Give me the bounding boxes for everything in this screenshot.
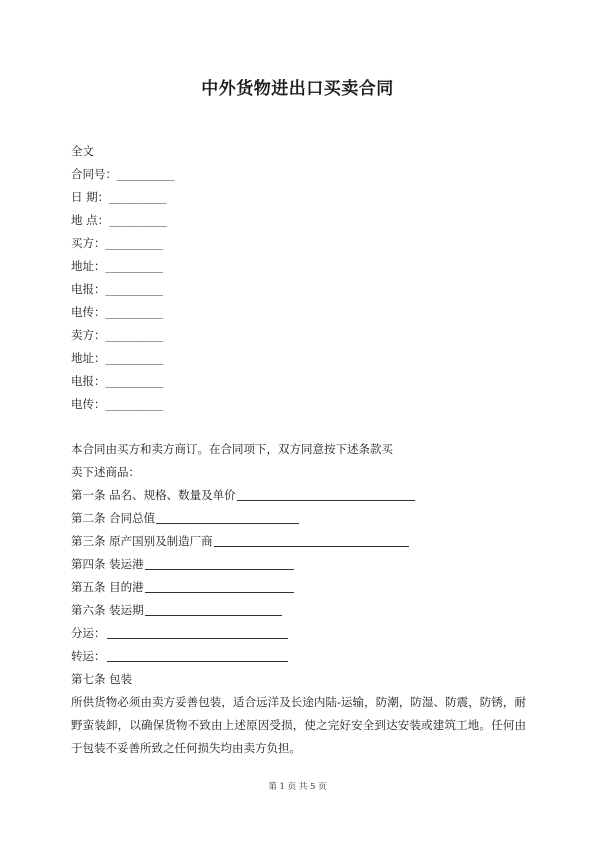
field-blank: __________	[105, 351, 163, 365]
clause-6	[71, 599, 526, 622]
clause-label: 第一条 品名、规格、数量及单价	[71, 488, 236, 502]
field-buyer-address	[71, 255, 526, 278]
clause-label: 第五条 目的港	[71, 580, 144, 594]
field-contract-no	[71, 163, 526, 186]
spacer	[71, 416, 526, 438]
field-blank: __________	[109, 190, 167, 204]
field-seller-address	[71, 347, 526, 370]
clause-label: 分运：	[71, 626, 106, 640]
field-buyer-telex	[71, 301, 526, 324]
field-label: 地址：	[71, 259, 106, 273]
field-buyer	[71, 232, 526, 255]
field-label: 地 点：	[71, 213, 110, 227]
field-blank: __________	[109, 213, 167, 227]
field-seller	[71, 324, 526, 347]
clause-4	[71, 553, 526, 576]
page-footer: 第 1 页 共 5 页	[268, 782, 327, 792]
document-title: 中外货物进出口买卖合同	[201, 79, 394, 99]
clause-2	[71, 507, 526, 530]
field-label: 日 期：	[71, 190, 110, 204]
field-blank: __________	[117, 167, 175, 181]
field-label: 卖方：	[71, 328, 106, 342]
field-label: 合同号：	[71, 167, 117, 181]
clause-3	[71, 530, 526, 553]
field-seller-telex	[71, 393, 526, 416]
field-label: 电传：	[71, 397, 106, 411]
field-blank: __________	[105, 397, 163, 411]
field-blank: __________	[105, 236, 163, 250]
intro-line-2: 卖下述商品：	[71, 465, 140, 479]
field-label: 电报：	[71, 282, 106, 296]
clause-label: 第三条 原产国别及制造厂商	[71, 534, 213, 548]
field-date	[71, 186, 526, 209]
field-blank: __________	[105, 374, 163, 388]
field-blank: __________	[105, 282, 163, 296]
clause-blank-line	[237, 486, 415, 501]
transshipment	[71, 645, 526, 668]
partial-shipment	[71, 622, 526, 645]
clause-blank-line	[214, 532, 409, 547]
clause-label: 第六条 装运期	[71, 603, 144, 617]
clause-blank-line	[145, 601, 282, 616]
clause-7-title: 第七条 包装	[71, 672, 133, 686]
field-label: 地址：	[71, 351, 106, 365]
clause-7-text: 所供货物必须由卖方妥善包装，适合远洋及长途内陆-运输，防潮，防湿、防震，防锈，耐野蛮装卸，以确保货物不致由上述原因受损，使之完好安全到达安装或建筑工地。任何由于包装不妥善所致之任何损失均由卖方负担。	[71, 695, 526, 755]
field-blank: __________	[105, 328, 163, 342]
clause-blank-line	[107, 624, 288, 639]
field-label: 电报：	[71, 374, 106, 388]
document-body	[71, 140, 526, 760]
clause-1	[71, 484, 526, 507]
field-label: 电传：	[71, 305, 106, 319]
clause-label: 第二条 合同总值	[71, 511, 156, 525]
field-blank: __________	[105, 305, 163, 319]
field-label: 买方：	[71, 236, 106, 250]
clause-5	[71, 576, 526, 599]
field-blank: __________	[105, 259, 163, 273]
clause-label: 转运：	[71, 649, 106, 663]
field-seller-telegram	[71, 370, 526, 393]
clause-label: 第四条 装运港	[71, 557, 144, 571]
field-buyer-telegram	[71, 278, 526, 301]
field-place	[71, 209, 526, 232]
clause-blank-line	[145, 578, 294, 593]
intro-line-1: 本合同由买方和卖方商订。在合同项下，双方同意按下述条款买	[71, 442, 393, 456]
clause-blank-line	[145, 555, 294, 570]
clause-blank-line	[156, 509, 299, 524]
section-label: 全文	[71, 144, 94, 158]
clause-blank-line	[107, 647, 288, 662]
